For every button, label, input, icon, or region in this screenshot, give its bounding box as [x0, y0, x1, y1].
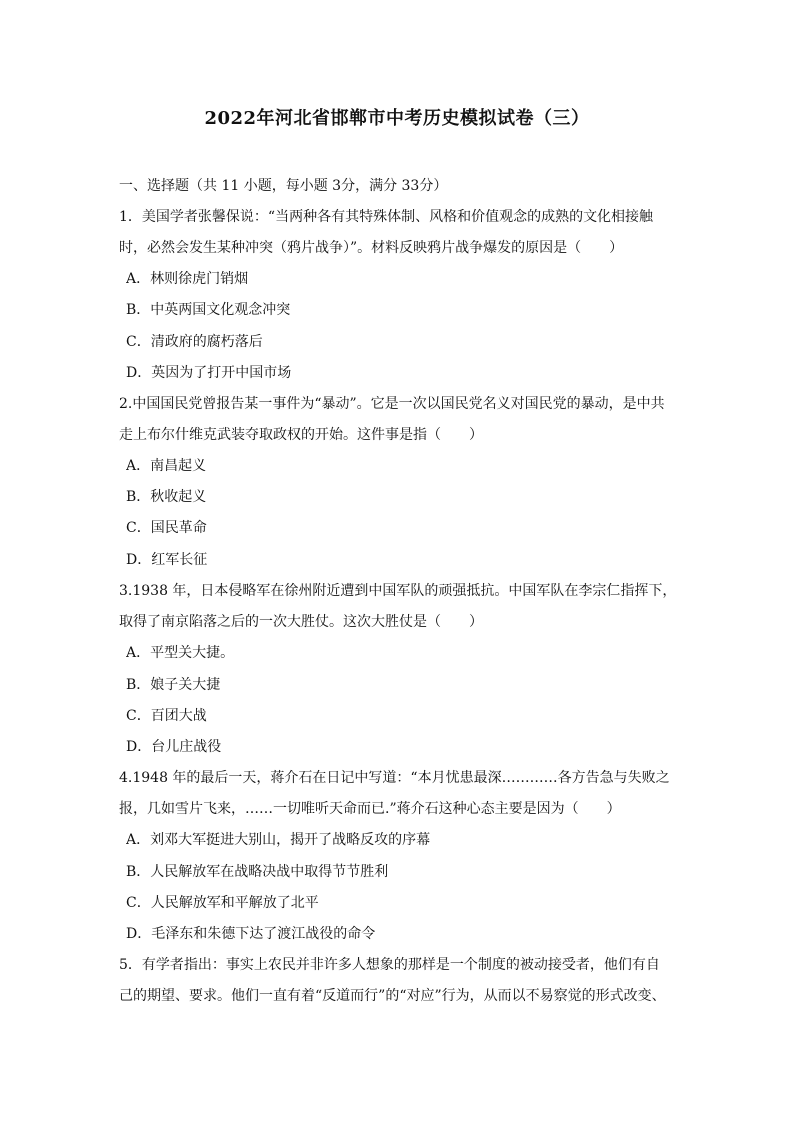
question-2-line-2: 走上布尔什维克武装夺取政权的开始。这件事是指（ ）	[119, 427, 483, 443]
question-4-option-d: D．毛泽东和朱德下达了渡江战役的命令	[126, 926, 376, 942]
question-1-line-1: 1．美国学者张馨保说：“当两种各有其特殊体制、风格和价值观念的成熟的文化相接触	[119, 209, 654, 225]
question-1-option-c: C．清政府的腐朽落后	[126, 334, 263, 350]
question-1-option-d: D．英因为了打开中国市场	[126, 365, 292, 381]
question-4-option-a: A．刘邓大军挺进大别山，揭开了战略反攻的序幕	[126, 832, 431, 848]
question-5-line-2: 己的期望、要求。他们一直有着“反道而行”的“对应”行为，从而以不易察觉的形式改变、	[119, 988, 666, 1004]
question-3-option-d: D．台儿庄战役	[126, 739, 222, 755]
question-2-option-c: C．国民革命	[126, 520, 207, 536]
question-4-option-b: B．人民解放军在战略决战中取得节节胜利	[126, 864, 389, 880]
question-2-option-d: D．红军长征	[126, 552, 208, 568]
question-1-line-2: 时，必然会发生某种冲突（鸦片战争）”。材料反映鸦片战争爆发的原因是（ ）	[119, 240, 624, 256]
question-3-line-1: 3.1938 年，日本侵略军在徐州附近遭到中国军队的顽强抵抗。中国军队在李宗仁指挥下，	[119, 583, 677, 599]
question-1-option-a: A．林则徐虎门销烟	[126, 271, 249, 287]
exam-title: 2022年河北省邯郸市中考历史模拟试卷（三）	[204, 108, 590, 129]
question-3-option-b: B．娘子关大捷	[126, 677, 221, 693]
question-3-line-2: 取得了南京陷落之后的一次大胜仗。这次大胜仗是（ ）	[119, 614, 483, 630]
section-heading: 一、选择题（共 11 小题，每小题 3分，满分 33分）	[119, 178, 448, 194]
question-4-option-c: C．人民解放军和平解放了北平	[126, 895, 319, 911]
question-1-option-b: B．中英两国文化观念冲突	[126, 302, 291, 318]
question-2-line-1: 2.中国国民党曾报告某一事件为“暴动”。它是一次以国民党名义对国民党的暴动，是中共	[119, 396, 665, 412]
question-3-option-c: C．百团大战	[126, 708, 207, 724]
question-4-line-2: 报，几如雪片飞来，……一切唯听天命而已.”蒋介石这种心态主要是因为（ ）	[119, 801, 621, 817]
question-5-line-1: 5．有学者指出：事实上农民并非许多人想象的那样是一个制度的被动接受者，他们有自	[119, 957, 660, 973]
question-2-option-a: A．南昌起义	[126, 458, 207, 474]
question-4-line-1: 4.1948 年的最后一天，蒋介石在日记中写道：“本月忧患最深…………各方告急与失败之	[119, 770, 670, 786]
question-2-option-b: B．秋收起义	[126, 489, 207, 505]
question-3-option-a: A．平型关大捷。	[126, 645, 235, 661]
